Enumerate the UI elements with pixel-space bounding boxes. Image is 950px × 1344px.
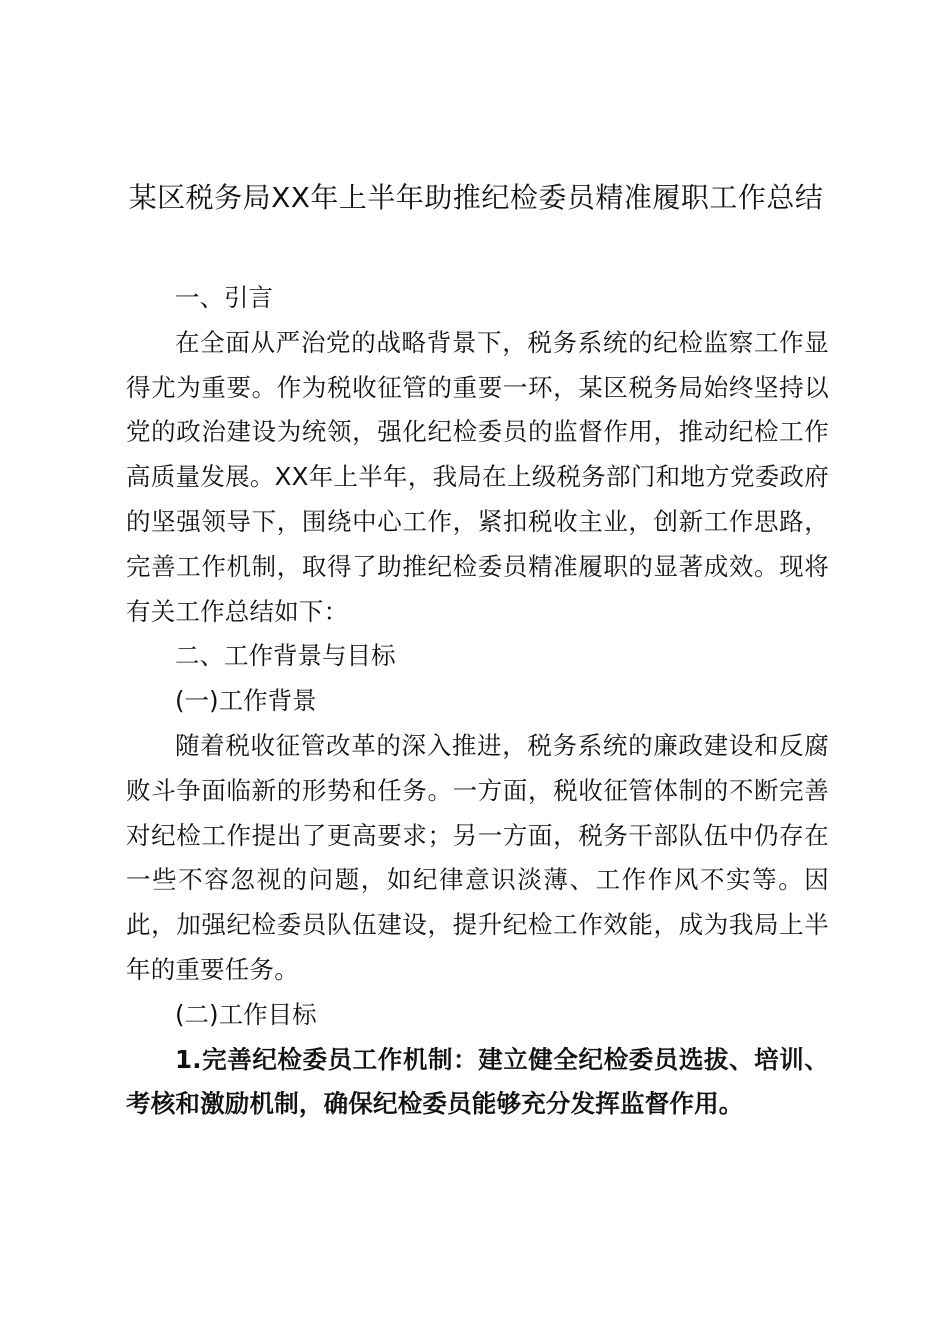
paragraph-introduction: 在全面从严治党的战略背景下，税务系统的纪检监察工作显得尤为重要。作为税收征管的重要一环，某区税务局始终坚持以党的政治建设为统领，强化纪检委员的监督作用，推动纪检工作高质量发展。XX年上半年，我局在上级税务部门和地方党委政府的坚强领导下，围绕中心工作，紧扣税收主业，创新工作思路，完善工作机制，取得了助推纪检委员精准履职的显著成效。现将有关工作总结如下： <box>126 327 829 626</box>
section-heading-introduction: 一、引言 <box>175 283 273 312</box>
goal-item-1: 1.完善纪检委员工作机制：建立健全纪检委员选拔、培训、考核和激励机制，确保纪检委员能够充分发挥监督作用。 <box>126 1044 829 1119</box>
subsection-heading-goals: (二)工作目标 <box>175 999 317 1029</box>
document-title: 某区税务局XX年上半年助推纪检委员精准履职工作总结 <box>128 181 824 214</box>
section-heading-background-and-goals: 二、工作背景与目标 <box>175 641 396 671</box>
paragraph-background: 随着税收征管改革的深入推进，税务系统的廉政建设和反腐败斗争面临新的形势和任务。一方面，税收征管体制的不断完善对纪检工作提出了更高要求；另一方面，税务干部队伍中仍存在一些不容忽视的问题，如纪律意识淡薄、工作作风不实等。因此，加强纪检委员队伍建设，提升纪检工作效能，成为我局上半年的重要任务。 <box>126 730 829 984</box>
subsection-heading-background: (一)工作背景 <box>175 686 317 716</box>
document-body <box>126 276 829 1127</box>
